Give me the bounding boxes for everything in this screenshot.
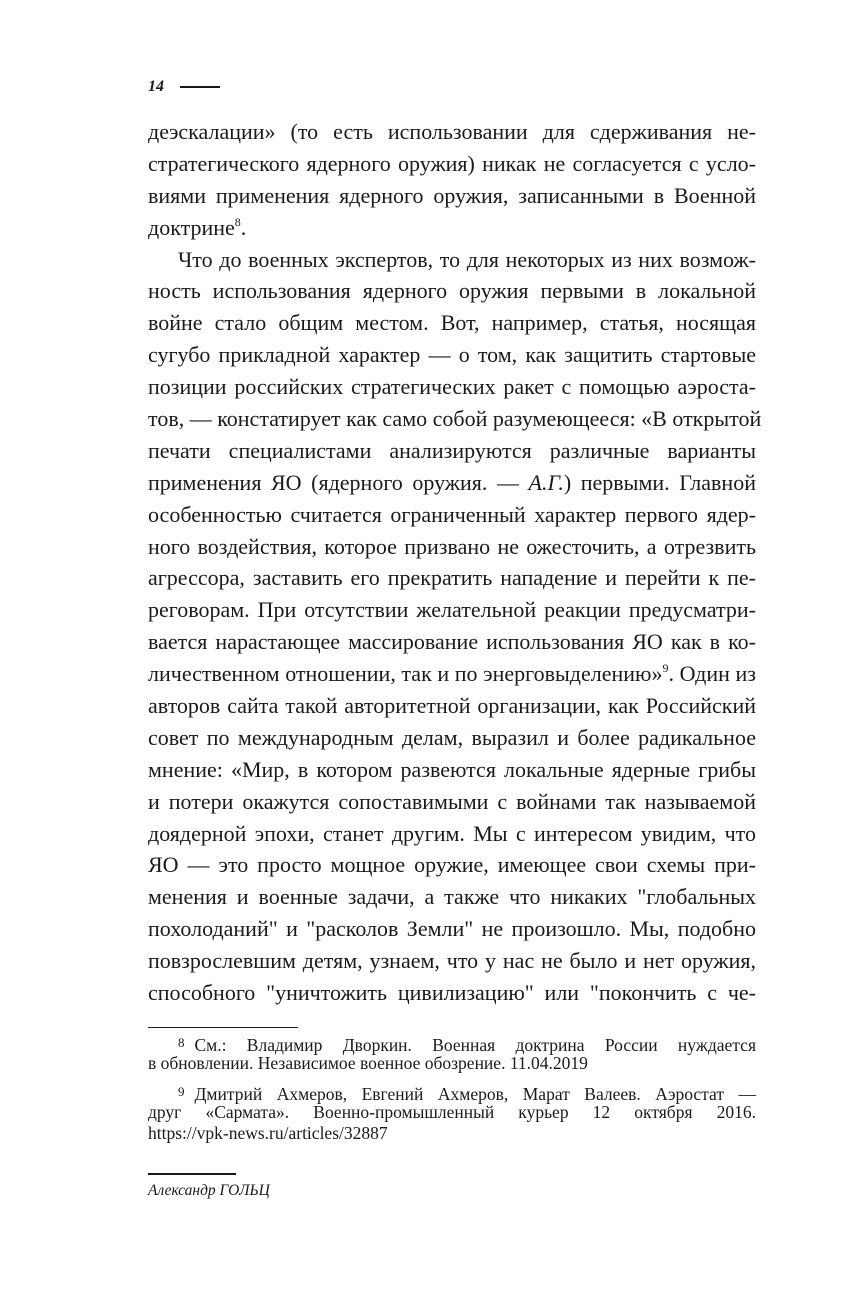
- footnote-9-line: друг «Сармата». Военно-промышленный курьер 12 октября 2016.: [148, 1102, 756, 1122]
- line-text: . Один из: [668, 661, 756, 687]
- author-initials: А.Г.: [528, 469, 564, 495]
- line-text: ) первыми. Главной: [563, 469, 756, 495]
- line-text: .: [240, 214, 247, 240]
- body-line: стратегического ядерного оружия) никак не согласуется с усло-: [148, 150, 756, 176]
- body-line: позиции российских стратегических ракет с помощью аэроста-: [148, 374, 756, 400]
- footnote-rule: [148, 1027, 298, 1028]
- footnote-marker: 8: [178, 1035, 185, 1050]
- body-line: повзрослевшим детям, узнаем, что у нас не было и нет оружия,: [148, 948, 756, 974]
- body-line: [148, 658, 756, 690]
- body-line: печати специалистами анализируются различные варианты: [148, 437, 756, 463]
- footer-author: Александр ГОЛЬЦ: [148, 1182, 270, 1199]
- body-line: ность использования ядерного оружия первыми в локальной: [148, 278, 756, 304]
- footnote-text: См.: Владимир Дворкин. Военная доктрина России нуждается: [194, 1035, 756, 1055]
- footnote-marker: 9: [178, 1084, 185, 1099]
- body-line: виями применения ядерного оружия, записанными в Военной: [148, 182, 756, 208]
- footnote-ref-9[interactable]: 9: [662, 661, 669, 676]
- body-line: мнение: «Мир, в котором развеются локальные ядерные грибы: [148, 756, 756, 782]
- body-line: ЯО — это просто мощное оружие, имеющее свои схемы при-: [148, 852, 756, 878]
- body-line: агрессора, заставить его прекратить нападение и перейти к пе-: [148, 565, 756, 591]
- footnote-text: Дмитрий Ахмеров, Евгений Ахмеров, Марат Валеев. Аэростат —: [194, 1084, 756, 1104]
- footnote-9-url[interactable]: https://vpk-news.ru/articles/32887: [148, 1123, 388, 1143]
- body-line: вается нарастающее массирование использования ЯО как в ко-: [148, 629, 756, 655]
- body-line: похолоданий" и "расколов Земли" не произошло. Мы, подобно: [148, 916, 756, 942]
- body-line: и потери окажутся сопоставимыми с войнами так называемой: [148, 788, 756, 814]
- body-line: Что до военных экспертов, то для некоторых из них возмож-: [178, 246, 756, 272]
- page-number: 14: [148, 78, 164, 95]
- body-line: совет по международным делам, выразил и более радикальное: [148, 724, 756, 750]
- body-line: доядерной эпохи, станет другим. Мы с интересом увидим, что: [148, 820, 756, 846]
- body-line: войне стало общим местом. Вот, например, статья, носящая: [148, 310, 756, 336]
- footnote-ref-8[interactable]: 8: [234, 214, 241, 229]
- body-line: реговорам. При отсутствии желательной реакции предусматри-: [148, 597, 756, 623]
- line-text: доктрине: [148, 214, 235, 240]
- body-line: авторов сайта такой авторитетной организации, как Российский: [148, 693, 756, 719]
- footnotes: [148, 1032, 756, 1144]
- footnote-9-line: [148, 1081, 756, 1102]
- footer-rule: [148, 1173, 236, 1175]
- body-line: [148, 467, 756, 499]
- body-line: [148, 212, 756, 244]
- body-line: тов, — констатирует как само собой разумеющееся: «В открытой: [148, 406, 762, 432]
- line-text: личественном отношении, так и по энерговыделению»: [148, 661, 663, 687]
- body-line: особенностью считается ограниченный характер первого ядер-: [148, 501, 756, 527]
- header-rule: [180, 86, 220, 88]
- body-text: [148, 116, 762, 1009]
- body-line: сугубо прикладной характер — о том, как защитить стартовые: [148, 342, 756, 368]
- line-text: применения ЯО (ядерного оружия. —: [148, 469, 529, 495]
- body-line: деэскалации» (то есть использовании для сдерживания не-: [148, 119, 756, 144]
- body-line: способного "уничтожить цивилизацию" или "покончить с че-: [148, 980, 756, 1006]
- body-line: менения и военные задачи, а также что никаких "глобальных: [148, 884, 756, 910]
- footnote-8-line: [148, 1032, 756, 1053]
- body-line: ного воздействия, которое призвано не ожесточить, а отрезвить: [148, 533, 756, 559]
- footnote-8-line: в обновлении. Независимое военное обозрение. 11.04.2019: [148, 1053, 588, 1073]
